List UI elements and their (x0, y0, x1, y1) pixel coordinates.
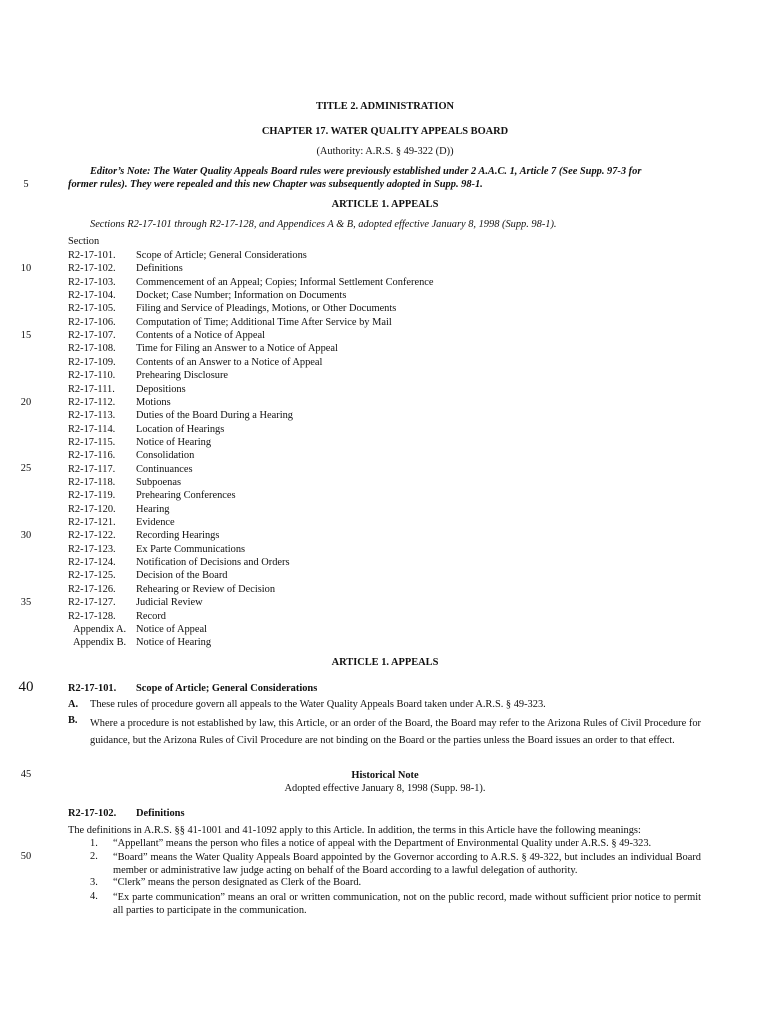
toc-section-number: R2-17-102. (68, 263, 116, 275)
definition-text: “Board” means the Water Quality Appeals Board appointed by the Governor according to A.R.S. § 49-322, but includes an individual Board member or administrative law judge acting on behalf of the Board according to a lawful delegation of authority. (113, 852, 701, 876)
toc-section-number: R2-17-108. (68, 343, 116, 355)
toc-section-title: Motions (136, 396, 171, 408)
toc-section-title: Consolidation (136, 450, 195, 462)
definition-number: 2. (90, 851, 98, 862)
toc-section-title: Notice of Hearing (136, 436, 212, 448)
s102-intro: The definitions in A.R.S. §§ 41-1001 and 41-1092 apply to this Article. In addition, the terms in this Article have the following meanings: (68, 825, 641, 836)
article-heading: ARTICLE 1. APPEALS (331, 199, 439, 210)
toc-section-number: R2-17-111. (68, 383, 115, 395)
s102-title: Definitions (136, 808, 185, 819)
s101-number: R2-17-101. (68, 683, 117, 694)
toc-section-number: R2-17-119. (68, 490, 116, 502)
toc-section-number: Appendix B. (73, 637, 127, 649)
toc-section-number: R2-17-120. (68, 503, 116, 515)
s101-a-label: A. (68, 699, 79, 710)
toc-section-number: R2-17-122. (68, 530, 116, 542)
toc-section-number: R2-17-128. (68, 610, 116, 622)
line-number: 35 (20, 597, 32, 608)
toc-section-number: Appendix A. (73, 623, 127, 635)
toc-section-number: R2-17-117. (68, 463, 116, 475)
s101-title: Scope of Article; General Considerations (136, 683, 318, 694)
definition-number: 4. (90, 891, 98, 902)
toc-section-number: R2-17-126. (68, 583, 116, 595)
line-number: 15 (20, 330, 32, 341)
toc-section-title: Scope of Article; General Considerations (136, 250, 307, 261)
toc-section-number: R2-17-125. (68, 570, 116, 582)
historical-note-text: Adopted effective January 8, 1998 (Supp. 98-1). (284, 783, 486, 794)
line-number: 50 (20, 851, 32, 862)
line-number: 10 (20, 263, 32, 274)
toc-section-label: Section (68, 236, 100, 247)
toc-section-title: Hearing (136, 503, 170, 515)
toc-section-number: R2-17-105. (68, 303, 116, 315)
toc-section-title: Record (136, 610, 167, 622)
toc-section-title: Prehearing Conferences (136, 490, 236, 502)
toc-section-title: Depositions (136, 383, 186, 395)
chapter-heading: CHAPTER 17. WATER QUALITY APPEALS BOARD (261, 126, 509, 137)
toc-section-title: Judicial Review (136, 597, 203, 609)
line-number: 30 (20, 530, 32, 541)
toc-section-number: R2-17-109. (68, 356, 116, 368)
toc-section-title: Subpoenas (136, 476, 182, 488)
authority-line: (Authority: A.R.S. § 49-322 (D)) (316, 146, 454, 157)
toc-section-number: R2-17-107. (68, 330, 116, 342)
toc-section-title: Ex Parte Communications (136, 543, 246, 555)
definition-number: 3. (90, 877, 98, 888)
toc-section-title: Evidence (136, 517, 175, 528)
line-number: 5 (23, 179, 29, 190)
toc-section-title: Definitions (136, 263, 183, 275)
definition-text: “Clerk” means the person designated as Clerk of the Board. (113, 877, 362, 888)
s101-b-label: B. (68, 715, 78, 726)
toc-section-number: R2-17-101. (68, 250, 116, 261)
definition-text: “Ex parte communication” means an oral or written communication, not on the public record, made without sufficient prior notice to permit all parties to participate in the communication. (113, 892, 701, 916)
toc-section-title: Docket; Case Number; Information on Documents (136, 290, 347, 302)
title-heading: TITLE 2. ADMINISTRATION (315, 101, 455, 112)
toc-section-number: R2-17-114. (68, 423, 116, 435)
toc-section-title: Filing and Service of Pleadings, Motions, or Other Documents (136, 303, 397, 315)
definition-text: “Appellant” means the person who files a notice of appeal with the Department of Environmental Quality under A.R.S. § 49-323. (113, 838, 652, 849)
toc-section-title: Contents of an Answer to a Notice of Appeal (136, 356, 323, 368)
toc-section-number: R2-17-112. (68, 396, 116, 408)
toc-section-title: Duties of the Board During a Hearing (136, 410, 293, 422)
toc-section-number: R2-17-127. (68, 597, 116, 609)
toc-section-number: R2-17-124. (68, 557, 116, 568)
toc-section-number: R2-17-115. (68, 436, 116, 448)
line-number: 20 (20, 397, 32, 408)
toc-section-title: Decision of the Board (136, 570, 228, 582)
toc-section-title: Continuances (136, 463, 193, 475)
toc-section-number: R2-17-106. (68, 316, 116, 328)
toc-section-title: Prehearing Disclosure (136, 370, 229, 382)
toc-section-number: R2-17-110. (68, 370, 116, 382)
toc-section-number: R2-17-104. (68, 290, 116, 302)
historical-note-heading: Historical Note (351, 770, 419, 781)
editors-note-line-1: Editor’s Note: The Water Quality Appeals Board rules were previously established under 2 A.A.C. 1, Article 7 (See Supp. 97-3 for (90, 166, 642, 177)
sections-note: Sections R2-17-101 through R2-17-128, and Appendices A & B, adopted effective January 8, 1998 (Supp. 98-1). (90, 219, 557, 230)
line-number: 40 (18, 679, 34, 695)
s102-number: R2-17-102. (68, 808, 117, 819)
toc-section-title: Recording Hearings (136, 530, 220, 542)
toc-section-number: R2-17-123. (68, 543, 116, 555)
line-number: 45 (20, 769, 32, 780)
toc-section-title: Notice of Hearing (136, 637, 212, 649)
toc-section-title: Location of Hearings (136, 423, 225, 435)
definition-number: 1. (90, 838, 98, 849)
toc-section-title: Notification of Decisions and Orders (136, 557, 290, 568)
toc-section-number: R2-17-116. (68, 450, 116, 462)
s101-a-text: These rules of procedure govern all appeals to the Water Quality Appeals Board taken under A.R.S. § 49-323. (90, 699, 546, 710)
article-heading-2: ARTICLE 1. APPEALS (331, 657, 439, 668)
toc-section-title: Time for Filing an Answer to a Notice of Appeal (136, 343, 338, 355)
line-number: 25 (20, 463, 32, 474)
editors-note-line-2: former rules). They were repealed and this new Chapter was subsequently adopted in Supp. 98-1. (68, 179, 483, 190)
toc-section-title: Notice of Appeal (136, 623, 207, 635)
toc-section-title: Commencement of an Appeal; Copies; Informal Settlement Conference (136, 276, 434, 288)
toc-section-title: Rehearing or Review of Decision (136, 583, 276, 595)
toc-section-title: Computation of Time; Additional Time After Service by Mail (136, 316, 392, 328)
s101-b-text: Where a procedure is not established by law, this Article, or an order of the Board, the Board may refer to the Arizona Rules of Civil Procedure for guidance, but the Arizona Rules of Civil Procedure are not binding on the Board or the parties unless the Board issues an order to that effect. (90, 718, 701, 746)
toc-section-number: R2-17-113. (68, 410, 116, 422)
toc-section-number: R2-17-118. (68, 476, 116, 488)
toc-section-number: R2-17-121. (68, 517, 116, 528)
toc-section-title: Contents of a Notice of Appeal (136, 330, 265, 342)
toc-section-number: R2-17-103. (68, 276, 116, 288)
